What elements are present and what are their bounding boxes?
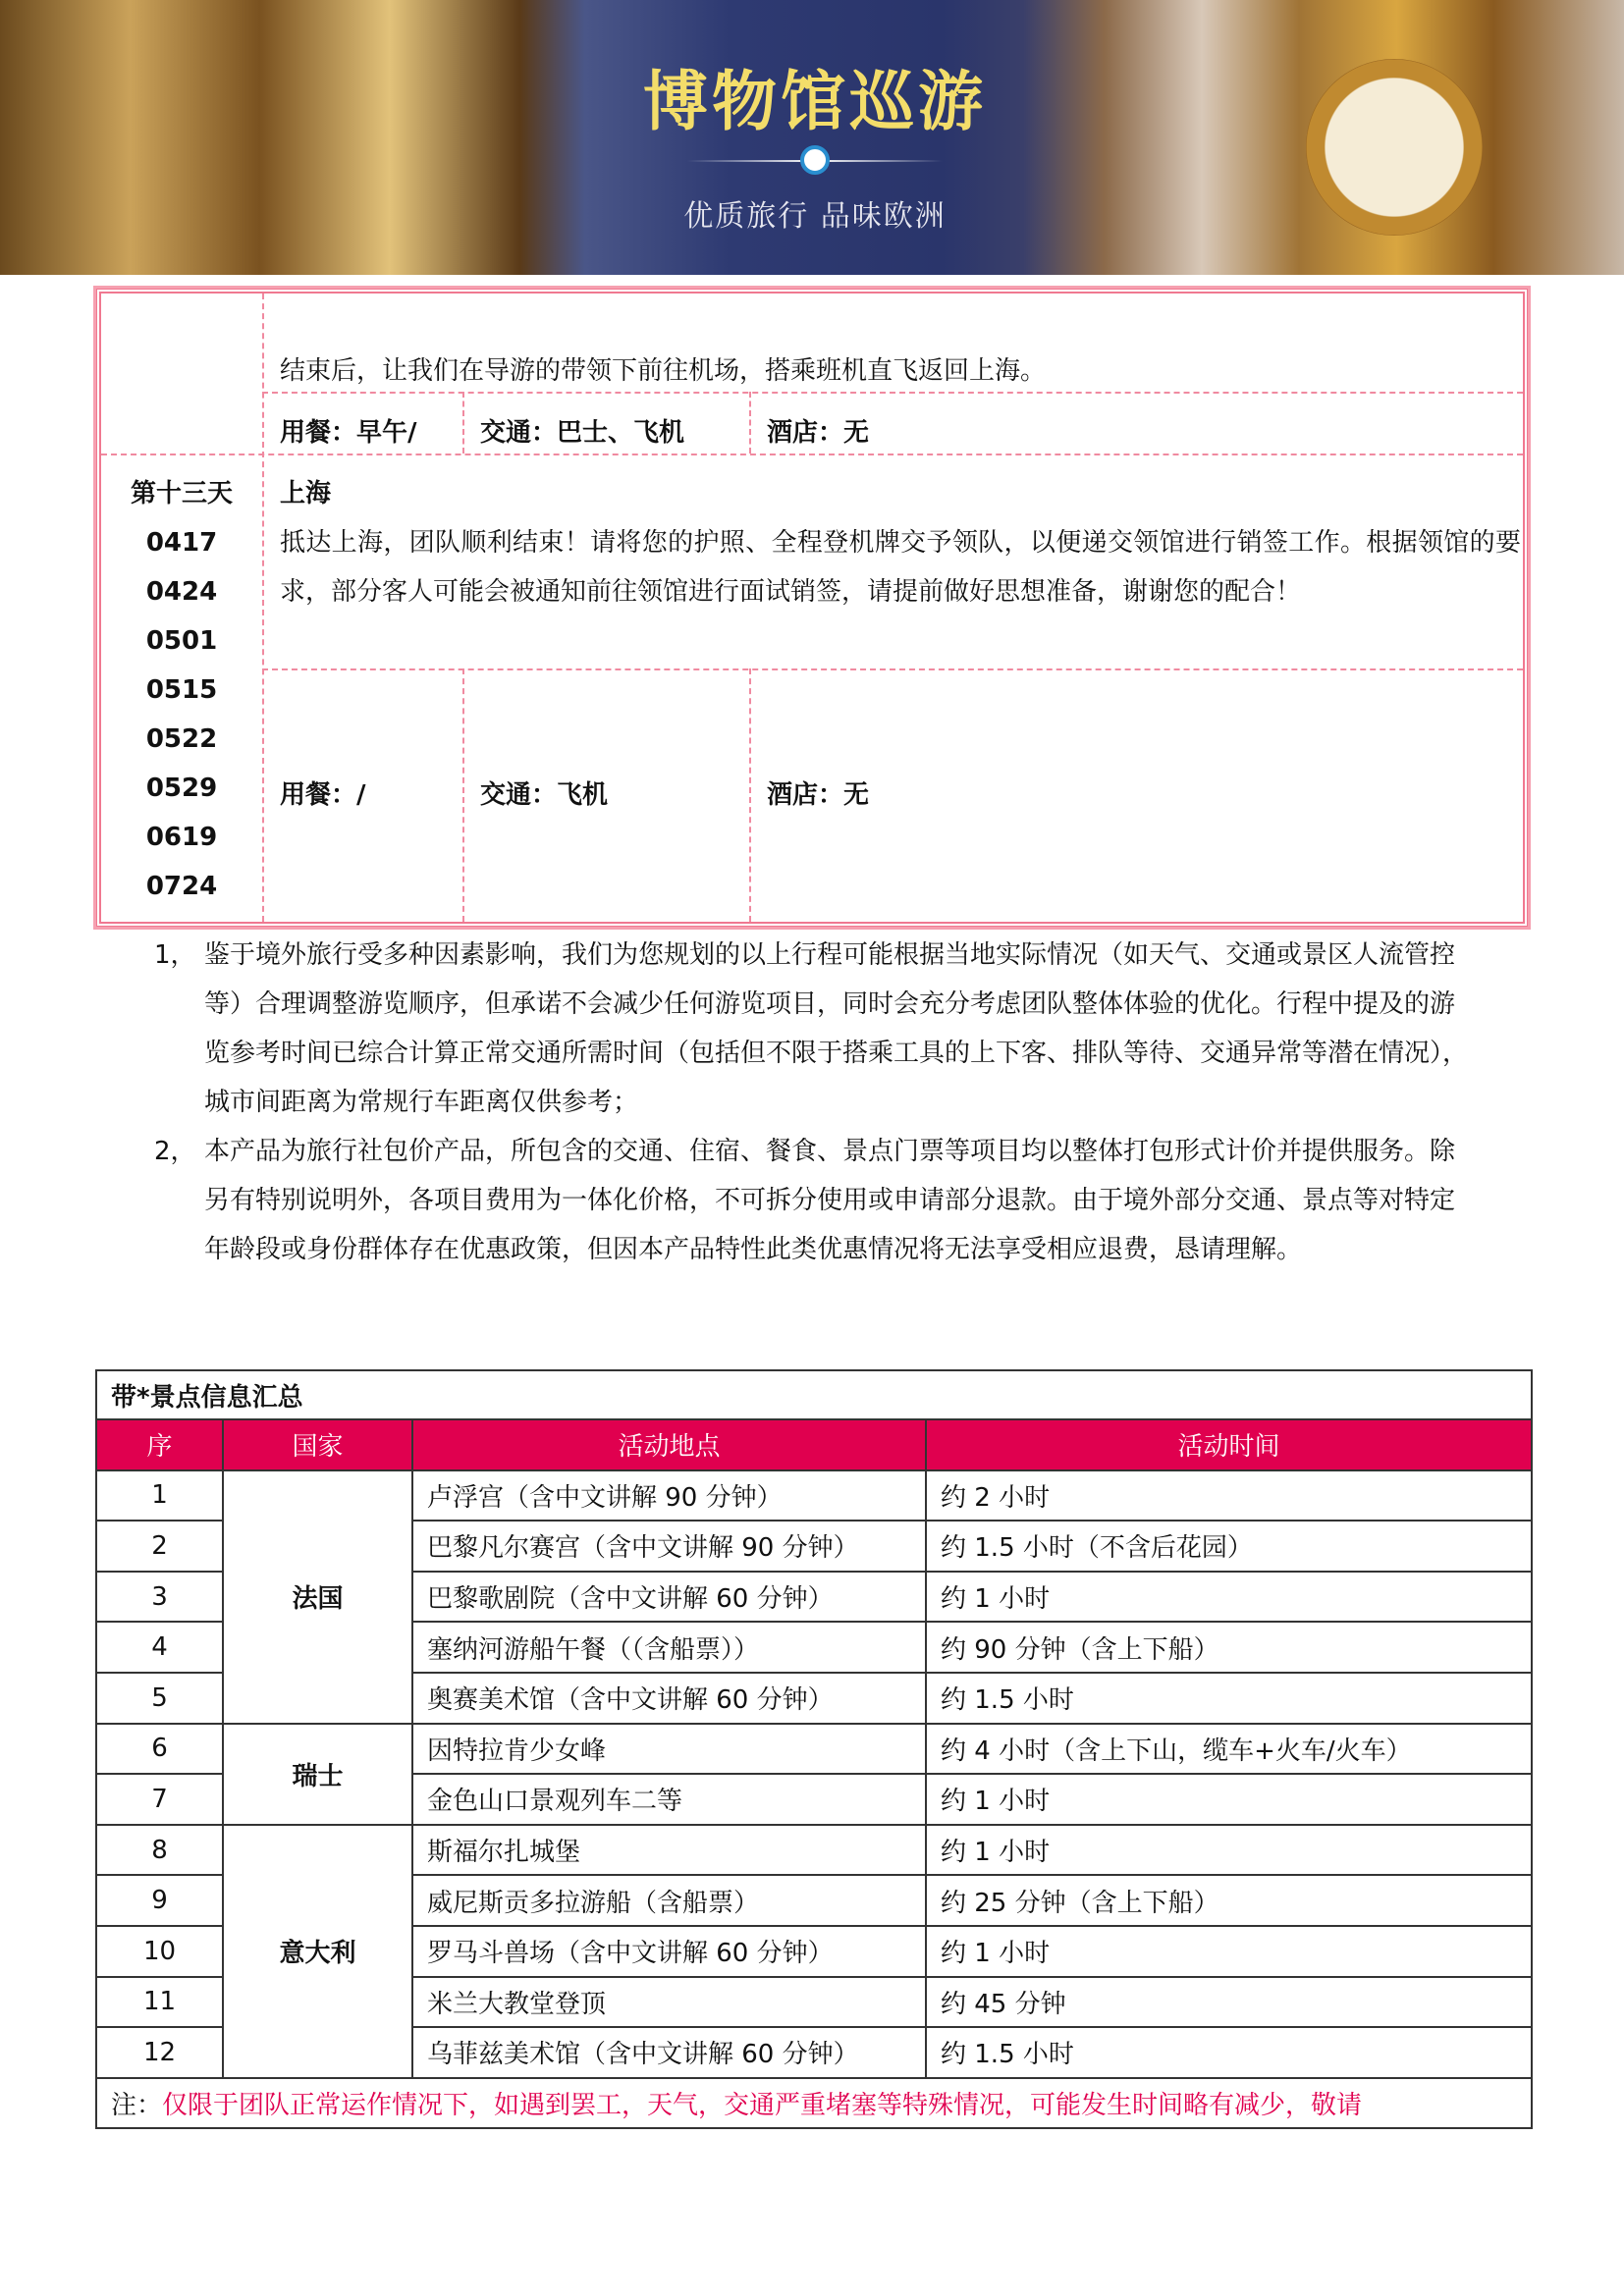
row-no: 1 xyxy=(96,1470,223,1522)
row-no: 5 xyxy=(96,1673,223,1724)
header-no: 序 xyxy=(96,1419,223,1470)
row-no: 7 xyxy=(96,1774,223,1825)
row-no: 2 xyxy=(96,1521,223,1572)
table-row xyxy=(96,1470,1532,1522)
time: 约 1.5 小时（不含后花园） xyxy=(926,1521,1532,1572)
note-number: 2， xyxy=(154,1137,196,1166)
clock-image xyxy=(1306,59,1483,236)
banner-subtitle: 优质旅行 品味欧洲 xyxy=(683,199,947,234)
note-item xyxy=(154,931,1470,1127)
divider xyxy=(749,392,751,454)
date: 0417 xyxy=(145,528,218,558)
place: 巴黎凡尔赛宫（含中文讲解 90 分钟） xyxy=(412,1521,926,1572)
city-name: 上海 xyxy=(280,479,332,508)
place: 米兰大教堂登顶 xyxy=(412,1977,926,2028)
place: 卢浮宫（含中文讲解 90 分钟） xyxy=(412,1470,926,1522)
country: 法国 xyxy=(223,1470,412,1724)
row-no: 6 xyxy=(96,1724,223,1775)
place: 斯福尔扎城堡 xyxy=(412,1825,926,1876)
time: 约 90 分钟（含上下船） xyxy=(926,1622,1532,1673)
divider xyxy=(462,392,464,454)
hotel-info: 酒店：无 xyxy=(767,418,870,448)
date: 0424 xyxy=(145,577,218,607)
time: 约 25 分钟（含上下船） xyxy=(926,1875,1532,1926)
itinerary-box xyxy=(95,288,1529,928)
table-row xyxy=(96,1724,1532,1775)
note-text: 鉴于境外旅行受多种因素影响，我们为您规划的以上行程可能根据当地实际情况（如天气、交通或景区人流管控等）合理调整游览顺序，但承诺不会减少任何游览项目，同时会充分考虑团队整体体验的优化。行程中提及的游览参考时间已综合计算正常交通所需时间（包括但不限于搭乘工具的上下客、排队等待、交通异常等潜在情况），城市间距离为常规行车距离仅供参考； xyxy=(204,940,1469,1117)
row-no: 4 xyxy=(96,1622,223,1673)
header-place: 活动地点 xyxy=(412,1419,926,1470)
date: 0515 xyxy=(145,675,218,705)
country: 瑞士 xyxy=(223,1724,412,1825)
banner-title: 博物馆巡游 xyxy=(643,64,987,139)
divider xyxy=(462,668,464,922)
meal-info: 用餐：早午/ xyxy=(280,418,417,448)
time: 约 4 小时（含上下山，缆车+火车/火车） xyxy=(926,1724,1532,1775)
country: 意大利 xyxy=(223,1825,412,2078)
divider xyxy=(262,668,1523,670)
note-item xyxy=(154,1127,1470,1274)
time: 约 45 分钟 xyxy=(926,1977,1532,2028)
time: 约 1 小时 xyxy=(926,1825,1532,1876)
transport-info: 交通：巴士、飞机 xyxy=(480,418,685,448)
row-no: 8 xyxy=(96,1825,223,1876)
place: 威尼斯贡多拉游船（含船票） xyxy=(412,1875,926,1926)
table-title: 带*景点信息汇总 xyxy=(96,1370,1532,1419)
date: 0619 xyxy=(145,823,218,852)
table-row xyxy=(96,1825,1532,1876)
day-label: 第十三天 xyxy=(130,479,233,508)
time: 约 1.5 小时 xyxy=(926,1673,1532,1724)
row-no: 10 xyxy=(96,1926,223,1977)
divider xyxy=(749,668,751,922)
hotel-info: 酒店：无 xyxy=(767,780,870,810)
place: 罗马斗兽场（含中文讲解 60 分钟） xyxy=(412,1926,926,1977)
meal-info: 用餐：/ xyxy=(280,780,366,810)
notes-list xyxy=(154,931,1470,1274)
note-text: 仅限于团队正常运作情况下，如遇到罢工，天气，交通严重堵塞等特殊情况，可能发生时间略有减少，敬请 xyxy=(162,2091,1363,2121)
row-no: 12 xyxy=(96,2027,223,2078)
note-text: 本产品为旅行社包价产品，所包含的交通、住宿、餐食、景点门票等项目均以整体打包形式计价并提供服务。除另有特别说明外，各项目费用为一体化价格，不可拆分使用或申请部分退款。由于境外部分交通、景点等对特定年龄段或身份群体存在优惠政策，但因本产品特性此类优惠情况将无法享受相应退费，恳请理解。 xyxy=(204,1137,1456,1264)
row-no: 11 xyxy=(96,1977,223,2028)
logo-icon xyxy=(800,145,830,175)
header-country: 国家 xyxy=(223,1419,412,1470)
place: 乌菲兹美术馆（含中文讲解 60 分钟） xyxy=(412,2027,926,2078)
date: 0724 xyxy=(145,872,218,901)
time: 约 1.5 小时 xyxy=(926,2027,1532,2078)
place: 因特拉肯少女峰 xyxy=(412,1724,926,1775)
place: 塞纳河游船午餐（（含船票）） xyxy=(412,1622,926,1673)
attractions-summary-table xyxy=(95,1369,1533,2129)
place: 巴黎歌剧院（含中文讲解 60 分钟） xyxy=(412,1572,926,1623)
time: 约 1 小时 xyxy=(926,1926,1532,1977)
divider xyxy=(262,294,264,922)
date: 0529 xyxy=(145,774,218,803)
place: 奥赛美术馆（含中文讲解 60 分钟） xyxy=(412,1673,926,1724)
header-time: 活动时间 xyxy=(926,1419,1532,1470)
note-label: 注： xyxy=(111,2091,163,2121)
note-number: 1， xyxy=(154,940,196,970)
row-no: 9 xyxy=(96,1875,223,1926)
date: 0501 xyxy=(145,626,218,656)
time: 约 1 小时 xyxy=(926,1572,1532,1623)
row-no: 3 xyxy=(96,1572,223,1623)
transport-info: 交通：飞机 xyxy=(480,780,609,810)
place: 金色山口景观列车二等 xyxy=(412,1774,926,1825)
date: 0522 xyxy=(145,724,218,754)
day-description: 结束后，让我们在导游的带领下前往机场，搭乘班机直飞返回上海。 xyxy=(280,356,1047,386)
time: 约 1 小时 xyxy=(926,1774,1532,1825)
day-description: 抵达上海，团队顺利结束！请将您的护照、全程登机牌交予领队，以便递交领馆进行销签工作。根据领馆的要求，部分客人可能会被通知前往领馆进行面试销签，请提前做好思想准备，谢谢您的配合！ xyxy=(280,528,1521,607)
header-banner xyxy=(0,0,1624,275)
table-note xyxy=(96,2078,1532,2129)
time: 约 2 小时 xyxy=(926,1470,1532,1522)
